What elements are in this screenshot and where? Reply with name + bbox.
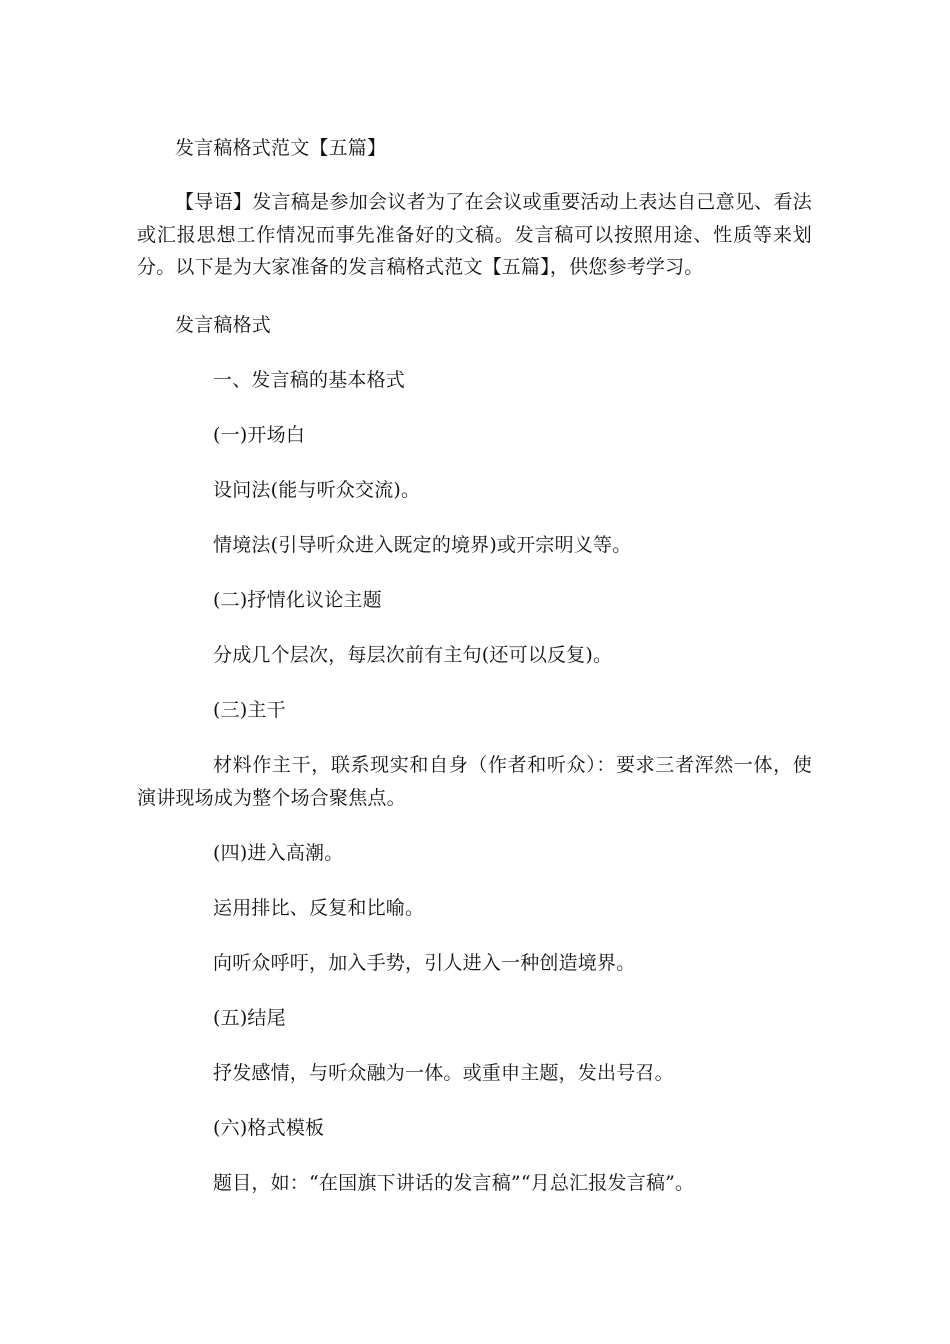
ending-heading: (五)结尾	[213, 1007, 286, 1029]
main-item-1: 材料作主干，联系现实和自身（作者和听众）：要求三者浑然一体，使演讲现场成为整个场合聚焦点。	[137, 754, 812, 809]
climax-item-2: 向听众呼吁，加入手势，引人进入一种创造境界。	[213, 952, 636, 974]
theme-item-1: 分成几个层次，每层次前有主句(还可以反复)。	[213, 644, 613, 666]
template-item-1: 题目，如：“在国旗下讲话的发言稿”“月总汇报发言稿”。	[213, 1172, 695, 1194]
main-heading: (三)主干	[213, 699, 286, 721]
template-heading: (六)格式模板	[213, 1117, 325, 1139]
climax-item-1: 运用排比、反复和比喻。	[213, 897, 425, 919]
opening-item-2: 情境法(引导听众进入既定的境界)或开宗明义等。	[213, 534, 632, 556]
section-heading: 发言稿格式	[175, 314, 272, 336]
opening-item-1: 设问法(能与听众交流)。	[213, 479, 421, 501]
theme-heading: (二)抒情化议论主题	[213, 589, 382, 611]
part-one-heading: 一、发言稿的基本格式	[213, 369, 406, 391]
climax-heading: (四)进入高潮。	[213, 842, 344, 864]
intro-paragraph: 【导语】发言稿是参加会议者为了在会议或重要活动上表达自己意见、看法或汇报思想工作情况而事先准备好的文稿。发言稿可以按照用途、性质等来划分。以下是为大家准备的发言稿格式范文【五篇】，供您参考学习。	[137, 191, 812, 278]
ending-item-1: 抒发感情，与听众融为一体。或重申主题，发出号召。	[213, 1062, 674, 1084]
opening-heading: (一)开场白	[213, 424, 306, 446]
document-title: 发言稿格式范文【五篇】	[175, 137, 387, 159]
